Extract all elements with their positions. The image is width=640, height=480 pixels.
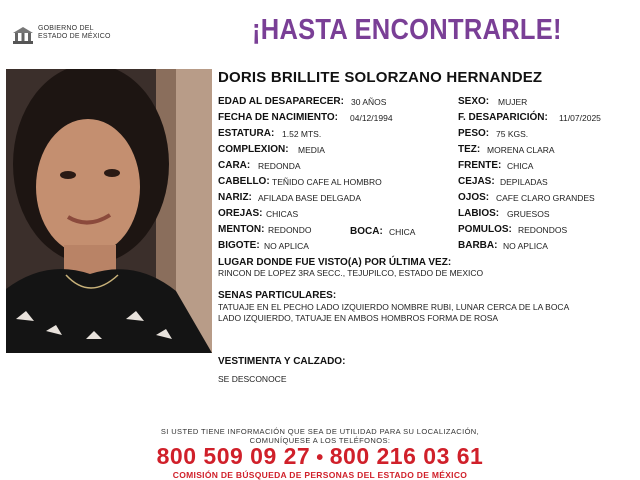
frente-value: CHICA <box>507 161 534 171</box>
ojos-value: CAFE CLARO GRANDES <box>496 193 595 203</box>
cara-label: CARA: <box>218 160 251 171</box>
complexion-value: MEDIA <box>298 145 325 155</box>
person-photo <box>6 69 212 353</box>
pomulos-label: POMULOS: <box>458 224 512 235</box>
phone-separator: • <box>316 447 324 469</box>
frente-label: FRENTE: <box>458 160 502 171</box>
estatura-value: 1.52 MTS. <box>282 129 322 139</box>
nariz-label: NARIZ: <box>218 192 252 203</box>
last-seen-title: LUGAR DONDE FUE VISTO(A) POR ÚLTIMA VEZ: <box>218 257 452 268</box>
last-seen-text: RINCON DE LOPEZ 3RA SECC., TEJUPILCO, ESTADO DE MEXICO <box>218 268 484 278</box>
barba-value: NO APLICA <box>503 241 548 251</box>
boca-label: BOCA: <box>350 226 383 237</box>
phone-2[interactable]: 800 216 03 61 <box>329 443 484 469</box>
edad-value: 30 AÑOS <box>351 97 387 107</box>
estatura-label: ESTATURA: <box>218 128 275 139</box>
desaparicion-label: F. DESAPARICIÓN: <box>458 112 548 123</box>
government-name: GOBIERNO DEL ESTADO DE MÉXICO <box>38 25 111 40</box>
bigote-label: BIGOTE: <box>218 240 260 251</box>
orejas-value: CHICAS <box>266 209 299 219</box>
info-line-2: COMUNÍQUESE A LOS TELÉFONOS: <box>249 436 391 445</box>
tez-label: TEZ: <box>458 144 481 155</box>
cabello-label: CABELLO: <box>218 176 270 187</box>
particulars-title: SENAS PARTICULARES: <box>218 290 337 301</box>
phone-numbers <box>0 443 640 470</box>
government-logo-icon <box>12 26 34 46</box>
orejas-label: OREJAS: <box>218 208 263 219</box>
peso-label: PESO: <box>458 128 490 139</box>
edad-label: EDAD AL DESAPARECER: <box>218 96 344 107</box>
cara-value: REDONDA <box>258 161 301 171</box>
particulars-line1: TATUAJE EN EL PECHO LADO IZQUIERDO NOMBRE RUBI, LUNAR CERCA DE LA BOCA <box>218 302 570 312</box>
nariz-value: AFILADA BASE DELGADA <box>258 193 361 203</box>
commission-name: COMISIÓN DE BÚSQUEDA DE PERSONAS DEL ESTADO DE MÉXICO <box>172 470 468 480</box>
complexion-label: COMPLEXION: <box>218 144 289 155</box>
peso-value: 75 KGS. <box>496 129 529 139</box>
labios-label: LABIOS: <box>458 208 500 219</box>
cejas-value: DEPILADAS <box>500 177 548 187</box>
nacimiento-label: FECHA DE NACIMIENTO: <box>218 112 338 123</box>
person-name: DORIS BRILLITE SOLORZANO HERNANDEZ <box>218 69 543 86</box>
clothing-title: VESTIMENTA Y CALZADO: <box>218 356 346 367</box>
barba-label: BARBA: <box>458 240 498 251</box>
sexo-value: MUJER <box>498 97 528 107</box>
bigote-value: NO APLICA <box>264 241 309 251</box>
phone-1[interactable]: 800 509 09 27 <box>156 443 311 469</box>
nacimiento-value: 04/12/1994 <box>350 113 393 123</box>
cejas-label: CEJAS: <box>458 176 495 187</box>
clothing-text: SE DESCONOCE <box>218 374 287 384</box>
menton-label: MENTON: <box>218 224 265 235</box>
tez-value: MORENA CLARA <box>487 145 555 155</box>
desaparicion-value: 11/07/2025 <box>559 113 601 123</box>
boca-value: CHICA <box>389 227 416 237</box>
particulars-line2: LADO IZQUIERDO, TATUAJE EN AMBOS HOMBROS FORMA DE ROSA <box>218 313 499 323</box>
labios-value: GRUESOS <box>507 209 550 219</box>
headline: ¡HASTA ENCONTRARLE! <box>252 14 562 46</box>
pomulos-value: REDONDOS <box>518 225 568 235</box>
sexo-label: SEXO: <box>458 96 490 107</box>
cabello-value: TEÑIDO CAFE AL HOMBRO <box>272 177 382 187</box>
menton-value: REDONDO <box>268 225 312 235</box>
ojos-label: OJOS: <box>458 192 490 203</box>
info-line-1: SI USTED TIENE INFORMACIÓN QUE SEA DE UTILIDAD PARA SU LOCALIZACIÓN, <box>160 427 480 436</box>
